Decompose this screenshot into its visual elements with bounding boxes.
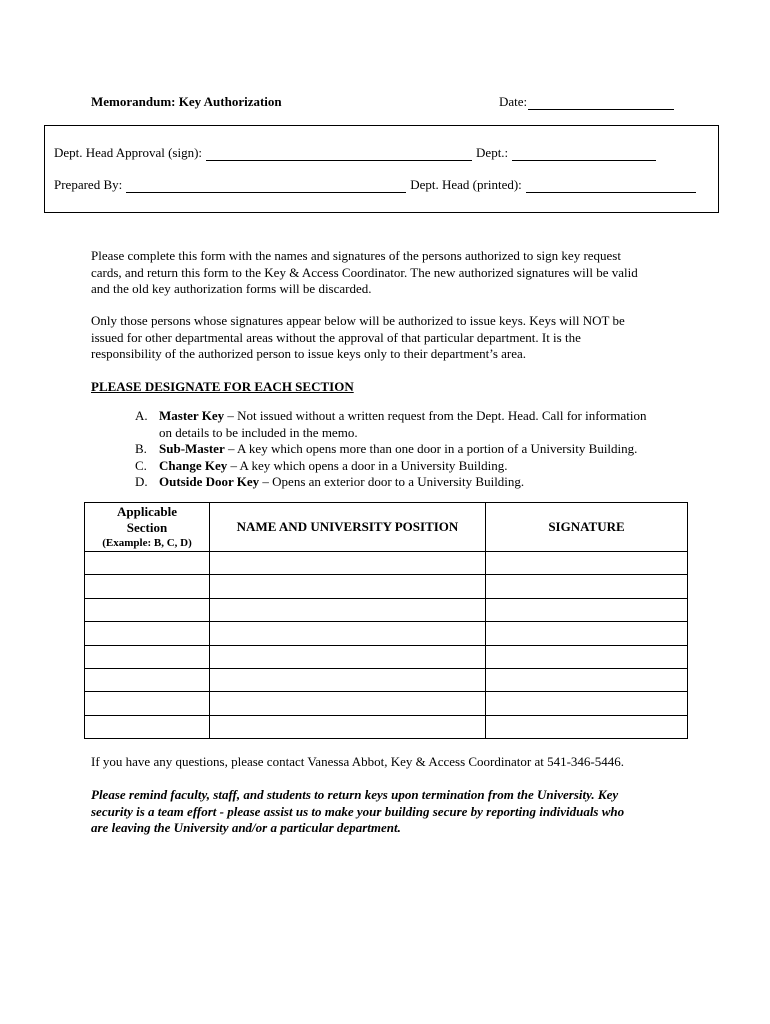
header-name-position: NAME AND UNIVERSITY POSITION bbox=[210, 503, 486, 552]
dept-label: Dept.: bbox=[476, 145, 509, 160]
table-row bbox=[85, 692, 688, 715]
intro-paragraph-2: Only those persons whose signatures appear below will be authorized to issue keys. Keys will NOT be issued for other departmental areas without the approval of that particular department. It is the responsibility of the authorized person to issue keys only to their department’s area. bbox=[91, 313, 625, 361]
signature-cell[interactable] bbox=[486, 552, 688, 575]
section-cell[interactable] bbox=[85, 575, 210, 598]
name-position-cell[interactable] bbox=[210, 552, 486, 575]
dept-head-approval-label: Dept. Head Approval (sign): bbox=[54, 145, 203, 160]
authorization-table bbox=[84, 502, 688, 739]
name-position-cell[interactable] bbox=[210, 692, 486, 715]
table-row bbox=[85, 668, 688, 691]
prepared-by-row bbox=[54, 177, 700, 193]
signature-cell[interactable] bbox=[486, 715, 688, 738]
reminder-note: Please remind faculty, staff, and students to return keys upon termination from the University. Key security is a team effort - please assist us to make your building secure by reporting individuals who are leaving the University and/or a particular department. bbox=[91, 787, 625, 835]
key-type-list bbox=[135, 408, 695, 491]
section-cell[interactable] bbox=[85, 552, 210, 575]
date-label: Date: bbox=[499, 94, 528, 109]
table-row bbox=[85, 715, 688, 738]
section-cell[interactable] bbox=[85, 715, 210, 738]
dept-head-approval-row bbox=[54, 145, 660, 161]
section-cell[interactable] bbox=[85, 668, 210, 691]
header-signature: SIGNATURE bbox=[486, 503, 688, 552]
list-item: B. Sub-Master – A key which opens more than one door in a portion of a University Building. bbox=[135, 441, 638, 456]
prepared-by-label: Prepared By: bbox=[54, 177, 123, 192]
table-row bbox=[85, 575, 688, 598]
memo-title: Memorandum: Key Authorization bbox=[91, 94, 282, 109]
header-applicable-section: Applicable Section (Example: B, C, D) bbox=[85, 503, 210, 552]
name-position-cell[interactable] bbox=[210, 715, 486, 738]
date-field bbox=[499, 94, 674, 110]
designate-heading: PLEASE DESIGNATE FOR EACH SECTION bbox=[91, 379, 354, 394]
section-cell[interactable] bbox=[85, 645, 210, 668]
list-item: A. Master Key – Not issued without a written request from the Dept. Head. Call for information on details to be included in the memo. bbox=[135, 408, 647, 440]
section-cell[interactable] bbox=[85, 598, 210, 621]
signature-cell[interactable] bbox=[486, 598, 688, 621]
dept-head-printed-line[interactable] bbox=[526, 179, 696, 193]
list-item: C. Change Key – A key which opens a door in a University Building. bbox=[135, 457, 508, 473]
section-cell[interactable] bbox=[85, 692, 210, 715]
signature-cell[interactable] bbox=[486, 622, 688, 645]
section-cell[interactable] bbox=[85, 622, 210, 645]
name-position-cell[interactable] bbox=[210, 622, 486, 645]
table-body bbox=[85, 552, 688, 739]
prepared-by-line[interactable] bbox=[126, 179, 406, 193]
name-position-cell[interactable] bbox=[210, 575, 486, 598]
signature-cell[interactable] bbox=[486, 668, 688, 691]
table-row bbox=[85, 598, 688, 621]
signature-cell[interactable] bbox=[486, 575, 688, 598]
approval-box bbox=[44, 125, 719, 213]
name-position-cell[interactable] bbox=[210, 598, 486, 621]
signature-cell[interactable] bbox=[486, 645, 688, 668]
name-position-cell[interactable] bbox=[210, 668, 486, 691]
table-row bbox=[85, 645, 688, 668]
list-item: D. Outside Door Key – Opens an exterior door to a University Building. bbox=[135, 474, 525, 489]
date-input-line[interactable] bbox=[528, 96, 674, 110]
table-row bbox=[85, 622, 688, 645]
dept-line[interactable] bbox=[512, 147, 656, 161]
name-position-cell[interactable] bbox=[210, 645, 486, 668]
table-row bbox=[85, 552, 688, 575]
contact-info: If you have any questions, please contact Vanessa Abbot, Key & Access Coordinator at 541-346-5446. bbox=[91, 754, 624, 769]
dept-head-approval-line[interactable] bbox=[206, 147, 472, 161]
table-header-row bbox=[85, 503, 688, 552]
dept-head-printed-label: Dept. Head (printed): bbox=[410, 177, 522, 192]
signature-cell[interactable] bbox=[486, 692, 688, 715]
intro-paragraph-1: Please complete this form with the names and signatures of the persons authorized to sign key request cards, and return this form to the Key & Access Coordinator. The new authorized signatures will be valid and the old key authorization forms will be discarded. bbox=[91, 248, 638, 296]
